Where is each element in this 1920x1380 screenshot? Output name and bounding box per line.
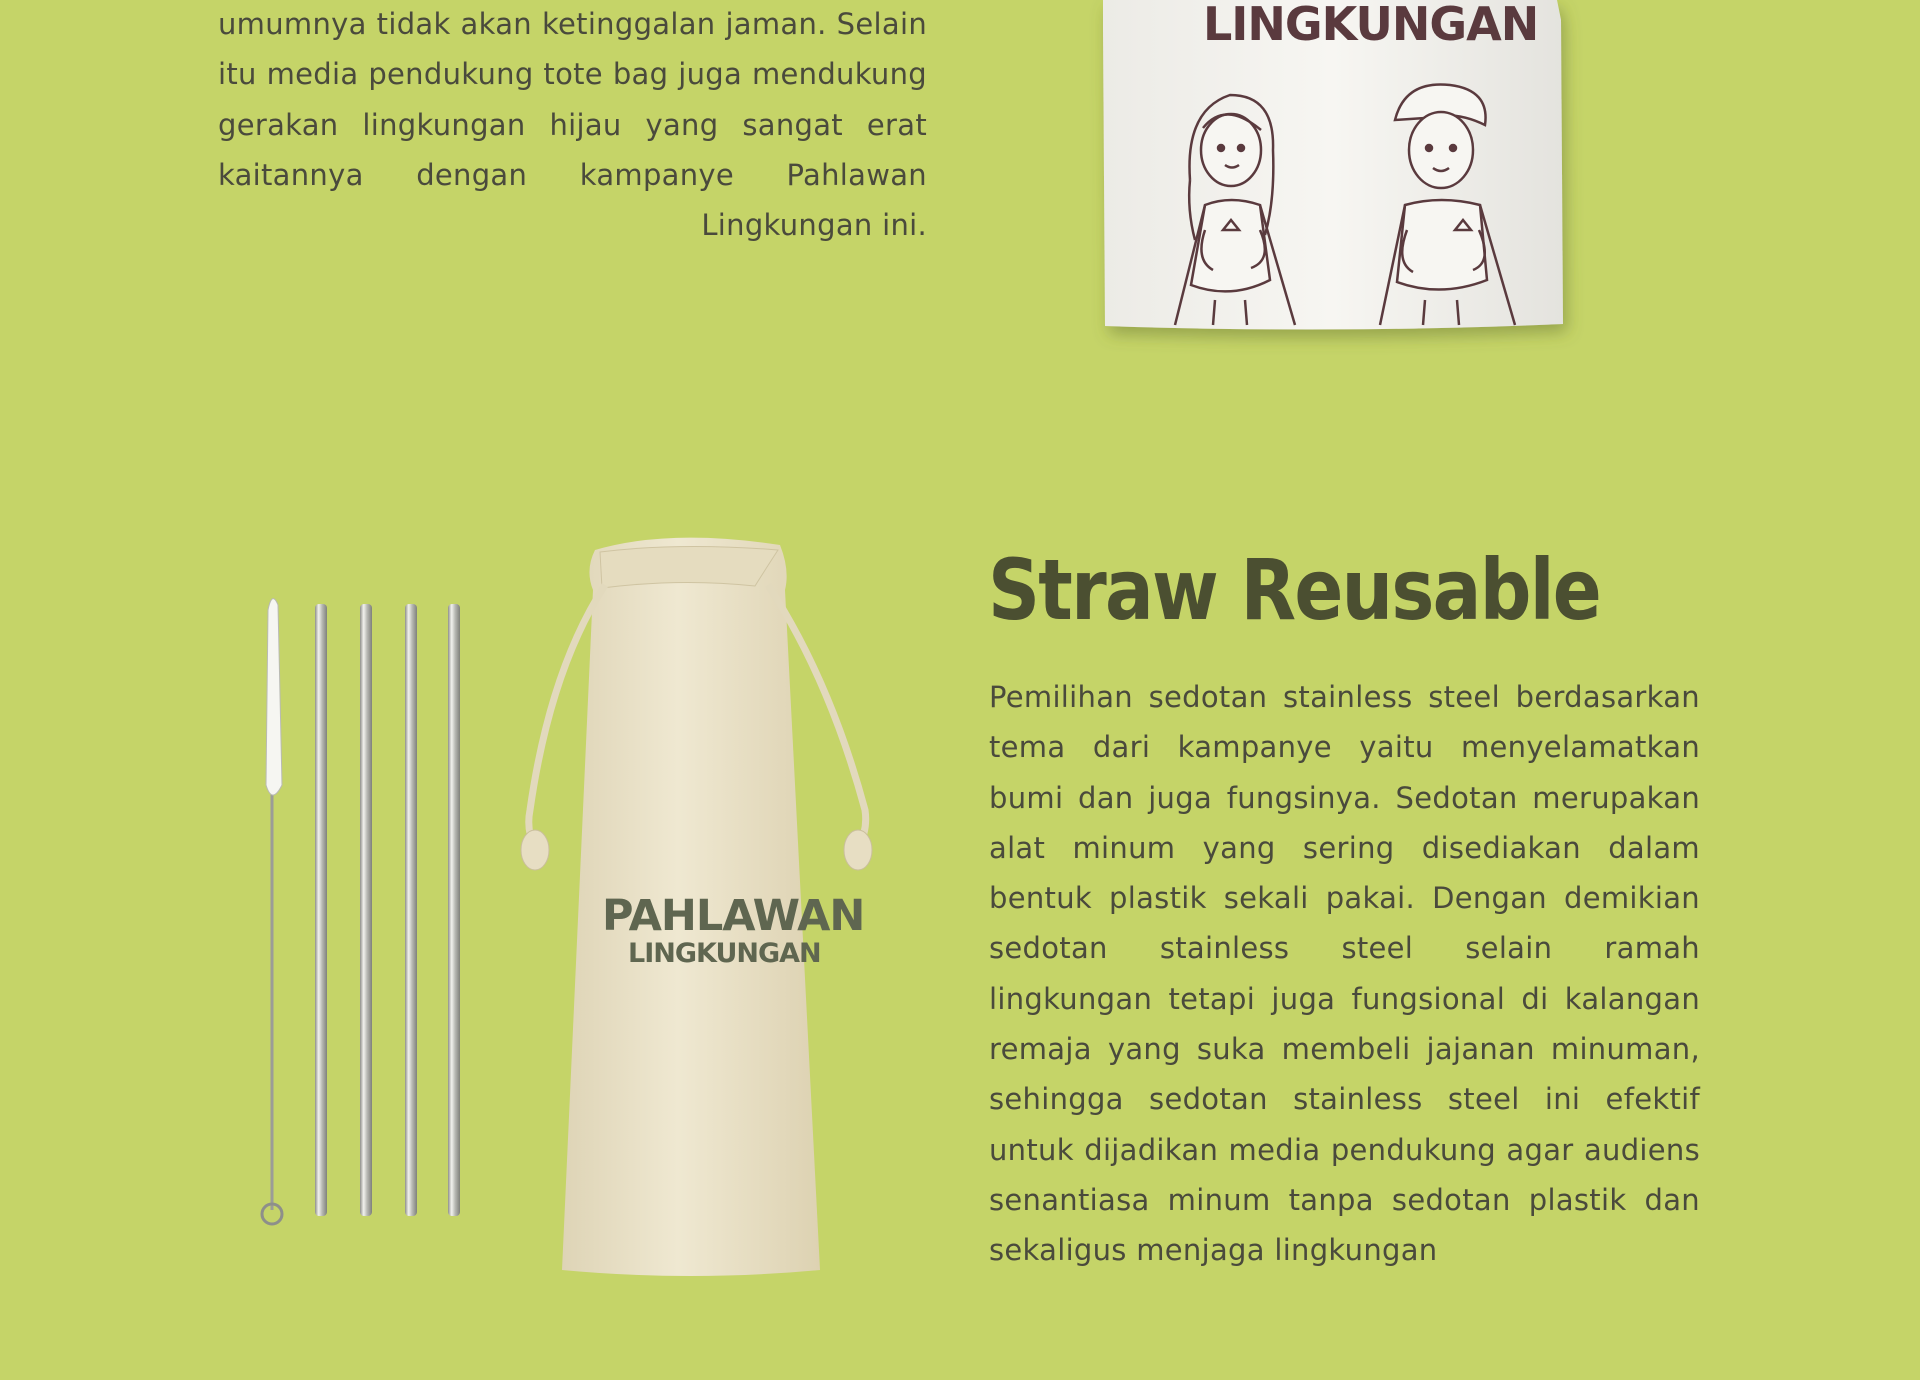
- cleaning-brush: [262, 599, 282, 1224]
- straw-4: [448, 604, 460, 1216]
- straw-description: Pemilihan sedotan stainless steel berdasarkan tema dari kampanye yaitu menyelamatkan bumi dan juga fungsinya. Sedotan merupakan alat minum yang sering disediakan dalam bentuk plastik sekali pakai. Dengan demikian sedotan stainless steel selain ramah lingkungan tetapi juga fungsional di kalangan remaja yang suka membeli jajanan minuman, sehingga sedotan stainless steel ini efektif untuk dijadikan media pendukung agar audiens senantiasa minum tanpa sedotan plastik dan sekaligus menjaga lingkungan: [989, 680, 1700, 1268]
- straw-2: [360, 604, 372, 1216]
- pouch-logo-line1: PAHLAWAN: [602, 891, 865, 941]
- tote-logo-text: LINGKUNGAN: [1203, 0, 1539, 51]
- straw-1: [315, 604, 327, 1216]
- straw-3: [405, 604, 417, 1216]
- straw-set-image: [250, 530, 890, 1290]
- tote-bag-image: [1095, 0, 1605, 380]
- section-title: Straw Reusable: [988, 541, 1601, 639]
- tote-bag-description: umumnya tidak akan ketinggalan jaman. Selain itu media pendukung tote bag juga mendukung gerakan lingkungan hijau yang sangat erat kaitannya dengan kampanye Pahlawan Lingkungan ini.: [218, 7, 927, 243]
- drawstring-pouch: [521, 538, 872, 1276]
- pouch-logo-line2: LINGKUNGAN: [628, 938, 821, 969]
